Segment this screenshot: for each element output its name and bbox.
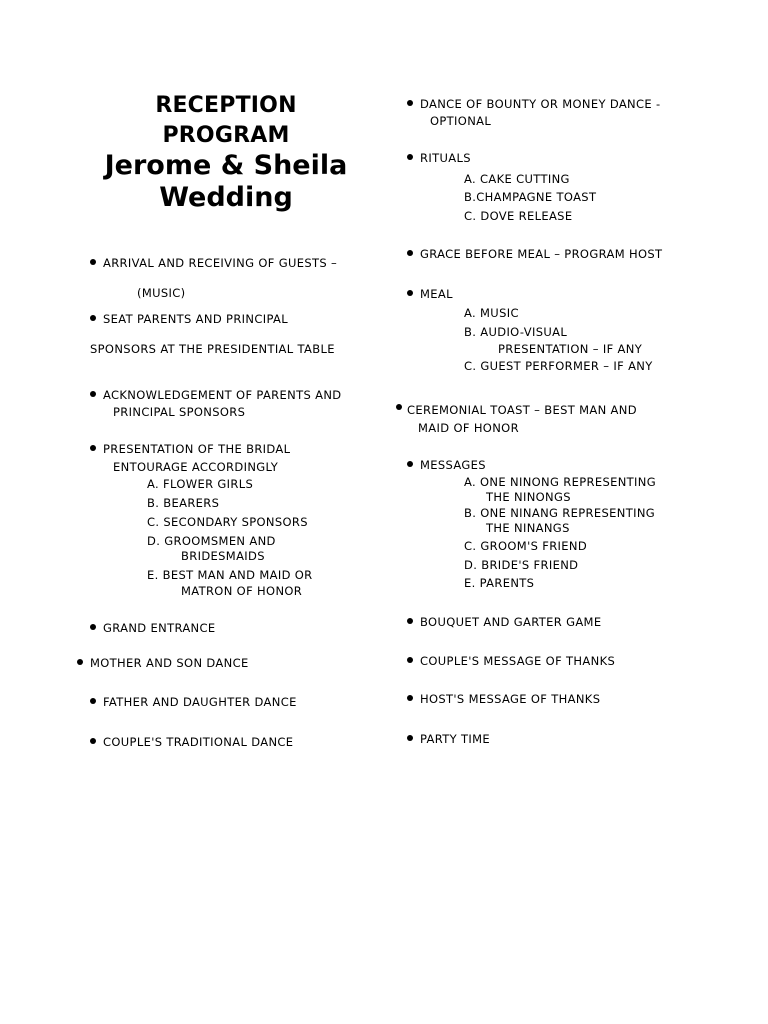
title-reception: RECEPTION	[155, 93, 297, 118]
bullet-icon	[407, 154, 413, 160]
item-presentation-cont: ENTOURAGE ACCORDINGLY	[113, 460, 279, 474]
bullet-icon	[77, 659, 83, 665]
subitem-audio-visual: B. AUDIO-VISUAL	[464, 325, 568, 339]
subitem-guest-performer: C. GUEST PERFORMER – IF ANY	[464, 359, 653, 373]
item-arrival-music: (MUSIC)	[137, 286, 186, 300]
subitem-ninang: B. ONE NINANG REPRESENTING	[464, 506, 656, 520]
subitem-audio-visual-cont: PRESENTATION – IF ANY	[498, 342, 643, 356]
item-seat-parents-cont: SPONSORS AT THE PRESIDENTIAL TABLE	[90, 342, 335, 356]
subitem-grooms-friend: C. GROOM'S FRIEND	[464, 539, 588, 553]
bullet-icon	[90, 698, 96, 704]
bullet-icon	[407, 250, 413, 256]
subitem-best-man: E. BEST MAN AND MAID OR	[147, 568, 313, 582]
title-wedding: Wedding	[159, 182, 293, 213]
subitem-ninang-cont: THE NINANGS	[486, 521, 570, 535]
subitem-ninong-cont: THE NINONGS	[486, 490, 571, 504]
item-messages: MESSAGES	[420, 458, 486, 472]
item-grand-entrance: GRAND ENTRANCE	[103, 621, 216, 635]
subitem-parents: E. PARENTS	[464, 576, 535, 590]
bullet-icon	[90, 445, 96, 451]
bullet-icon	[90, 738, 96, 744]
item-traditional-dance: COUPLE'S TRADITIONAL DANCE	[103, 735, 294, 749]
subitem-bearers: B. BEARERS	[147, 496, 220, 510]
bullet-icon	[90, 315, 96, 321]
bullet-icon	[407, 657, 413, 663]
bullet-icon	[396, 404, 402, 410]
bullet-icon	[407, 618, 413, 624]
item-acknowledgement-cont: PRINCIPAL SPONSORS	[113, 405, 246, 419]
subitem-champagne-toast: B.CHAMPAGNE TOAST	[464, 190, 597, 204]
subitem-brides-friend: D. BRIDE'S FRIEND	[464, 558, 579, 572]
bullet-icon	[90, 391, 96, 397]
item-party-time: PARTY TIME	[420, 732, 491, 746]
item-hosts-message: HOST'S MESSAGE OF THANKS	[420, 692, 601, 706]
item-arrival: ARRIVAL AND RECEIVING OF GUESTS –	[103, 256, 338, 270]
item-money-dance: DANCE OF BOUNTY OR MONEY DANCE -	[420, 97, 661, 111]
item-father-daughter-dance: FATHER AND DAUGHTER DANCE	[103, 695, 297, 709]
subitem-ninong: A. ONE NINONG REPRESENTING	[464, 475, 657, 489]
bullet-icon	[407, 461, 413, 467]
bullet-icon	[407, 290, 413, 296]
item-couples-message: COUPLE'S MESSAGE OF THANKS	[420, 654, 616, 668]
item-ceremonial-toast: CEREMONIAL TOAST – BEST MAN AND	[407, 403, 637, 417]
item-presentation: PRESENTATION OF THE BRIDAL	[103, 442, 291, 456]
bullet-icon	[90, 259, 96, 265]
bullet-icon	[407, 695, 413, 701]
subitem-groomsmen-cont: BRIDESMAIDS	[181, 549, 265, 563]
subitem-flower-girls: A. FLOWER GIRLS	[147, 477, 254, 491]
item-bouquet-garter: BOUQUET AND GARTER GAME	[420, 615, 602, 629]
item-rituals: RITUALS	[420, 151, 471, 165]
bullet-icon	[407, 100, 413, 106]
item-money-dance-cont: OPTIONAL	[430, 114, 492, 128]
bullet-icon	[90, 624, 96, 630]
subitem-dove-release: C. DOVE RELEASE	[464, 209, 573, 223]
subitem-groomsmen: D. GROOMSMEN AND	[147, 534, 276, 548]
item-grace: GRACE BEFORE MEAL – PROGRAM HOST	[420, 247, 663, 261]
title-couple-names: Jerome & Sheila	[104, 150, 348, 181]
item-acknowledgement: ACKNOWLEDGEMENT OF PARENTS AND	[103, 388, 342, 402]
bullet-icon	[407, 735, 413, 741]
item-meal: MEAL	[420, 287, 453, 301]
subitem-music: A. MUSIC	[464, 306, 519, 320]
subitem-best-man-cont: MATRON OF HONOR	[181, 584, 303, 598]
subitem-secondary-sponsors: C. SECONDARY SPONSORS	[147, 515, 308, 529]
title-program: PROGRAM	[162, 123, 290, 148]
item-mother-son-dance: MOTHER AND SON DANCE	[90, 656, 249, 670]
item-ceremonial-toast-cont: MAID OF HONOR	[418, 421, 519, 435]
subitem-cake-cutting: A. CAKE CUTTING	[464, 172, 570, 186]
item-seat-parents: SEAT PARENTS AND PRINCIPAL	[103, 312, 289, 326]
